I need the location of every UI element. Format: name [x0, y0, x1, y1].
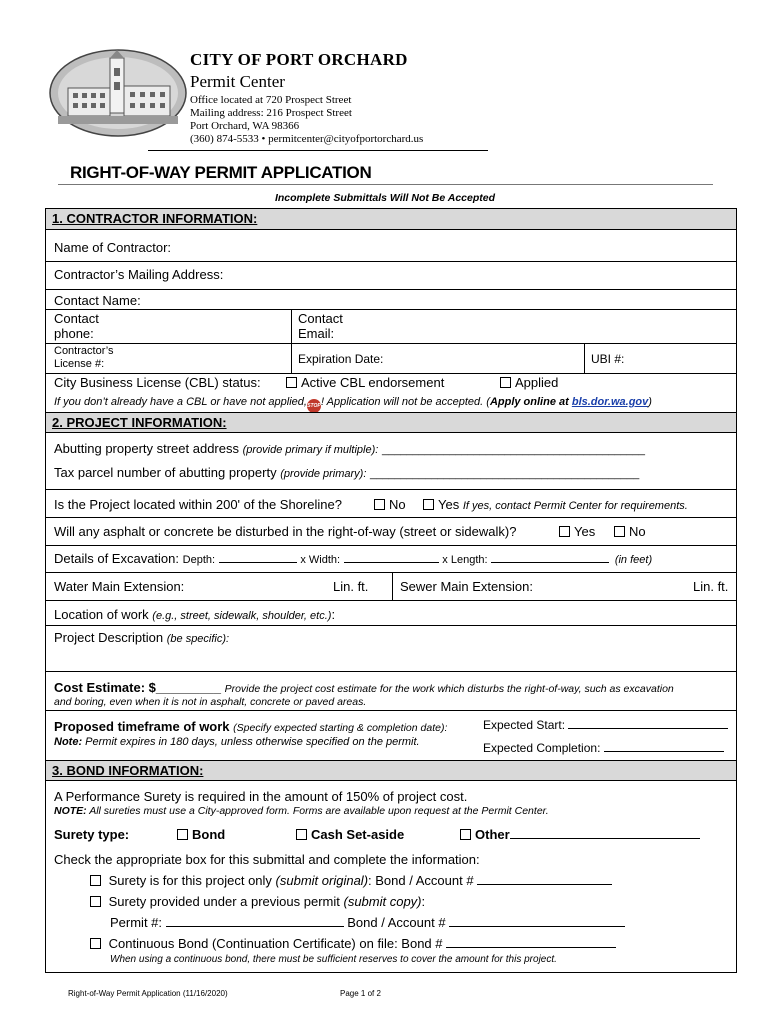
- check-instructions: Check the appropriate box for this submittal and complete the information:: [54, 852, 480, 867]
- divider: [46, 289, 736, 290]
- surety-type-label: Surety type:: [54, 827, 130, 842]
- checkbox-icon: [296, 829, 307, 840]
- contact-name-field[interactable]: Contact Name:: [54, 293, 141, 308]
- cbl-active-checkbox[interactable]: Active CBL endorsement: [286, 375, 444, 390]
- mailing-address: Mailing address: 216 Prospect Street: [190, 107, 352, 119]
- checkbox-icon: [90, 938, 101, 949]
- bls-link[interactable]: bls.dor.wa.gov: [571, 396, 649, 408]
- title-divider: [58, 184, 713, 185]
- divider: [46, 625, 736, 626]
- checkbox-icon: [90, 875, 101, 886]
- city-name: CITY OF PORT ORCHARD: [190, 50, 408, 69]
- surety-note: NOTE: All sureties must use a City-approved form. Forms are available upon request at the Permit Center.: [54, 805, 549, 817]
- water-main-field[interactable]: Water Main Extension:: [54, 579, 185, 594]
- divider: [46, 572, 736, 573]
- asphalt-question: Will any asphalt or concrete be disturbed in the right-of-way (street or sidewalk)?: [54, 524, 517, 539]
- sewer-main-unit: Lin. ft.: [693, 579, 729, 594]
- shoreline-question: Is the Project located within 200' of the Shoreline?: [54, 497, 342, 512]
- divider: [291, 343, 292, 373]
- checkbox-icon: [500, 377, 511, 388]
- divider: [46, 489, 736, 490]
- checkbox-icon: [286, 377, 297, 388]
- length-input[interactable]: [491, 551, 609, 563]
- city-state-zip: Port Orchard, WA 98366: [190, 120, 300, 132]
- abutting-address-field[interactable]: Abutting property street address (provide primary if multiple): ___________________________________________: [54, 441, 646, 456]
- cbl-applied-checkbox[interactable]: Applied: [500, 375, 558, 390]
- divider: [46, 517, 736, 518]
- cost-estimate-hint: and boring, even when it is not in asphalt, concrete or paved areas.: [54, 696, 367, 708]
- ubi-field[interactable]: UBI #:: [591, 352, 625, 366]
- contact-info: (360) 874-5533 • permitcenter@cityofportorchard.us: [190, 133, 424, 145]
- divider: [46, 343, 736, 344]
- header-divider: [148, 150, 488, 151]
- divider: [291, 309, 292, 343]
- water-main-unit: Lin. ft.: [333, 579, 369, 594]
- tax-parcel-field[interactable]: Tax parcel number of abutting property (provide primary): ____________________________________________: [54, 465, 640, 480]
- incomplete-warning: Incomplete Submittals Will Not Be Accepted: [274, 192, 496, 204]
- stop-sign-icon: STOP: [307, 399, 321, 413]
- option-project-only[interactable]: Surety is for this project only (submit original): Bond / Account #: [90, 873, 612, 888]
- divider: [46, 545, 736, 546]
- divider: [46, 309, 736, 310]
- form-title: RIGHT-OF-WAY PERMIT APPLICATION: [70, 163, 372, 182]
- contractor-license-field[interactable]: Contractor’s License #:: [54, 345, 114, 370]
- surety-other-checkbox[interactable]: Other: [460, 827, 700, 842]
- width-input[interactable]: [344, 551, 439, 563]
- city-hall-logo: [48, 48, 188, 138]
- depth-input[interactable]: [219, 551, 297, 563]
- permit-expiry-note: Note: Permit expires in 180 days, unless otherwise specified on the permit.: [54, 736, 420, 748]
- option-previous-permit[interactable]: Surety provided under a previous permit (submit copy):: [90, 894, 425, 909]
- cbl-note: If you don’t already have a CBL or have not applied,STOP! Application will not be accepted. (Apply online at bls.dor.wa.gov): [54, 396, 652, 413]
- contact-phone-field[interactable]: Contact phone:: [54, 311, 99, 341]
- office-address: Office located at 720 Prospect Street: [190, 94, 352, 106]
- section-project-heading: 2. PROJECT INFORMATION:: [46, 412, 736, 433]
- asphalt-yes-checkbox[interactable]: Yes: [559, 524, 595, 539]
- footer-form-id: Right-of-Way Permit Application (11/16/2020): [68, 989, 228, 998]
- checkbox-icon: [90, 896, 101, 907]
- checkbox-icon: [614, 526, 625, 537]
- surety-bond-checkbox[interactable]: Bond: [177, 827, 225, 842]
- expected-completion-field[interactable]: Expected Completion:: [483, 740, 724, 755]
- expiration-date-field[interactable]: Expiration Date:: [298, 352, 384, 366]
- cbl-status-label: City Business License (CBL) status:: [54, 375, 261, 390]
- asphalt-no-checkbox[interactable]: No: [614, 524, 646, 539]
- divider: [392, 572, 393, 600]
- option-continuous-bond[interactable]: Continuous Bond (Continuation Certificate) on file: Bond #: [90, 936, 616, 951]
- surety-cash-checkbox[interactable]: Cash Set-aside: [296, 827, 404, 842]
- shoreline-yes-checkbox[interactable]: Yes If yes, contact Permit Center for requirements.: [423, 497, 688, 512]
- checkbox-icon: [559, 526, 570, 537]
- cost-estimate-field[interactable]: Cost Estimate: $_________ Provide the project cost estimate for the work which disturbs the right-of-way, such as excavation: [54, 680, 674, 695]
- department-name: Permit Center: [190, 72, 285, 91]
- divider: [46, 710, 736, 711]
- timeframe-label: Proposed timeframe of work (Specify expected starting & completion date):: [54, 719, 448, 734]
- checkbox-icon: [460, 829, 471, 840]
- sewer-main-field[interactable]: Sewer Main Extension:: [400, 579, 533, 594]
- checkbox-icon: [177, 829, 188, 840]
- checkbox-icon: [374, 499, 385, 510]
- divider: [46, 600, 736, 601]
- expected-start-field[interactable]: Expected Start:: [483, 717, 728, 732]
- shoreline-no-checkbox[interactable]: No: [374, 497, 406, 512]
- divider: [46, 671, 736, 672]
- contact-email-field[interactable]: Contact Email:: [298, 311, 343, 341]
- surety-requirement: A Performance Surety is required in the amount of 150% of project cost.: [54, 789, 468, 804]
- continuous-bond-note: When using a continuous bond, there must be sufficient reserves to cover the amount for this project.: [110, 954, 557, 965]
- contractor-name-field[interactable]: Name of Contractor:: [54, 240, 172, 255]
- previous-permit-fields[interactable]: Permit #: Bond / Account #: [110, 915, 625, 930]
- project-description-field[interactable]: Project Description (be specific):: [54, 630, 230, 645]
- contractor-mailing-field[interactable]: Contractor’s Mailing Address:: [54, 267, 224, 282]
- excavation-details: Details of Excavation: Depth: x Width: x Length: (in feet): [54, 551, 653, 566]
- divider: [46, 261, 736, 262]
- location-of-work-field[interactable]: Location of work (e.g., street, sidewalk, shoulder, etc.):: [54, 607, 336, 622]
- footer-page-number: Page 1 of 2: [340, 989, 381, 998]
- divider: [46, 373, 736, 374]
- checkbox-icon: [423, 499, 434, 510]
- section-bond-heading: 3. BOND INFORMATION:: [46, 760, 736, 781]
- divider: [584, 343, 585, 373]
- section-contractor-heading: 1. CONTRACTOR INFORMATION:: [46, 209, 736, 230]
